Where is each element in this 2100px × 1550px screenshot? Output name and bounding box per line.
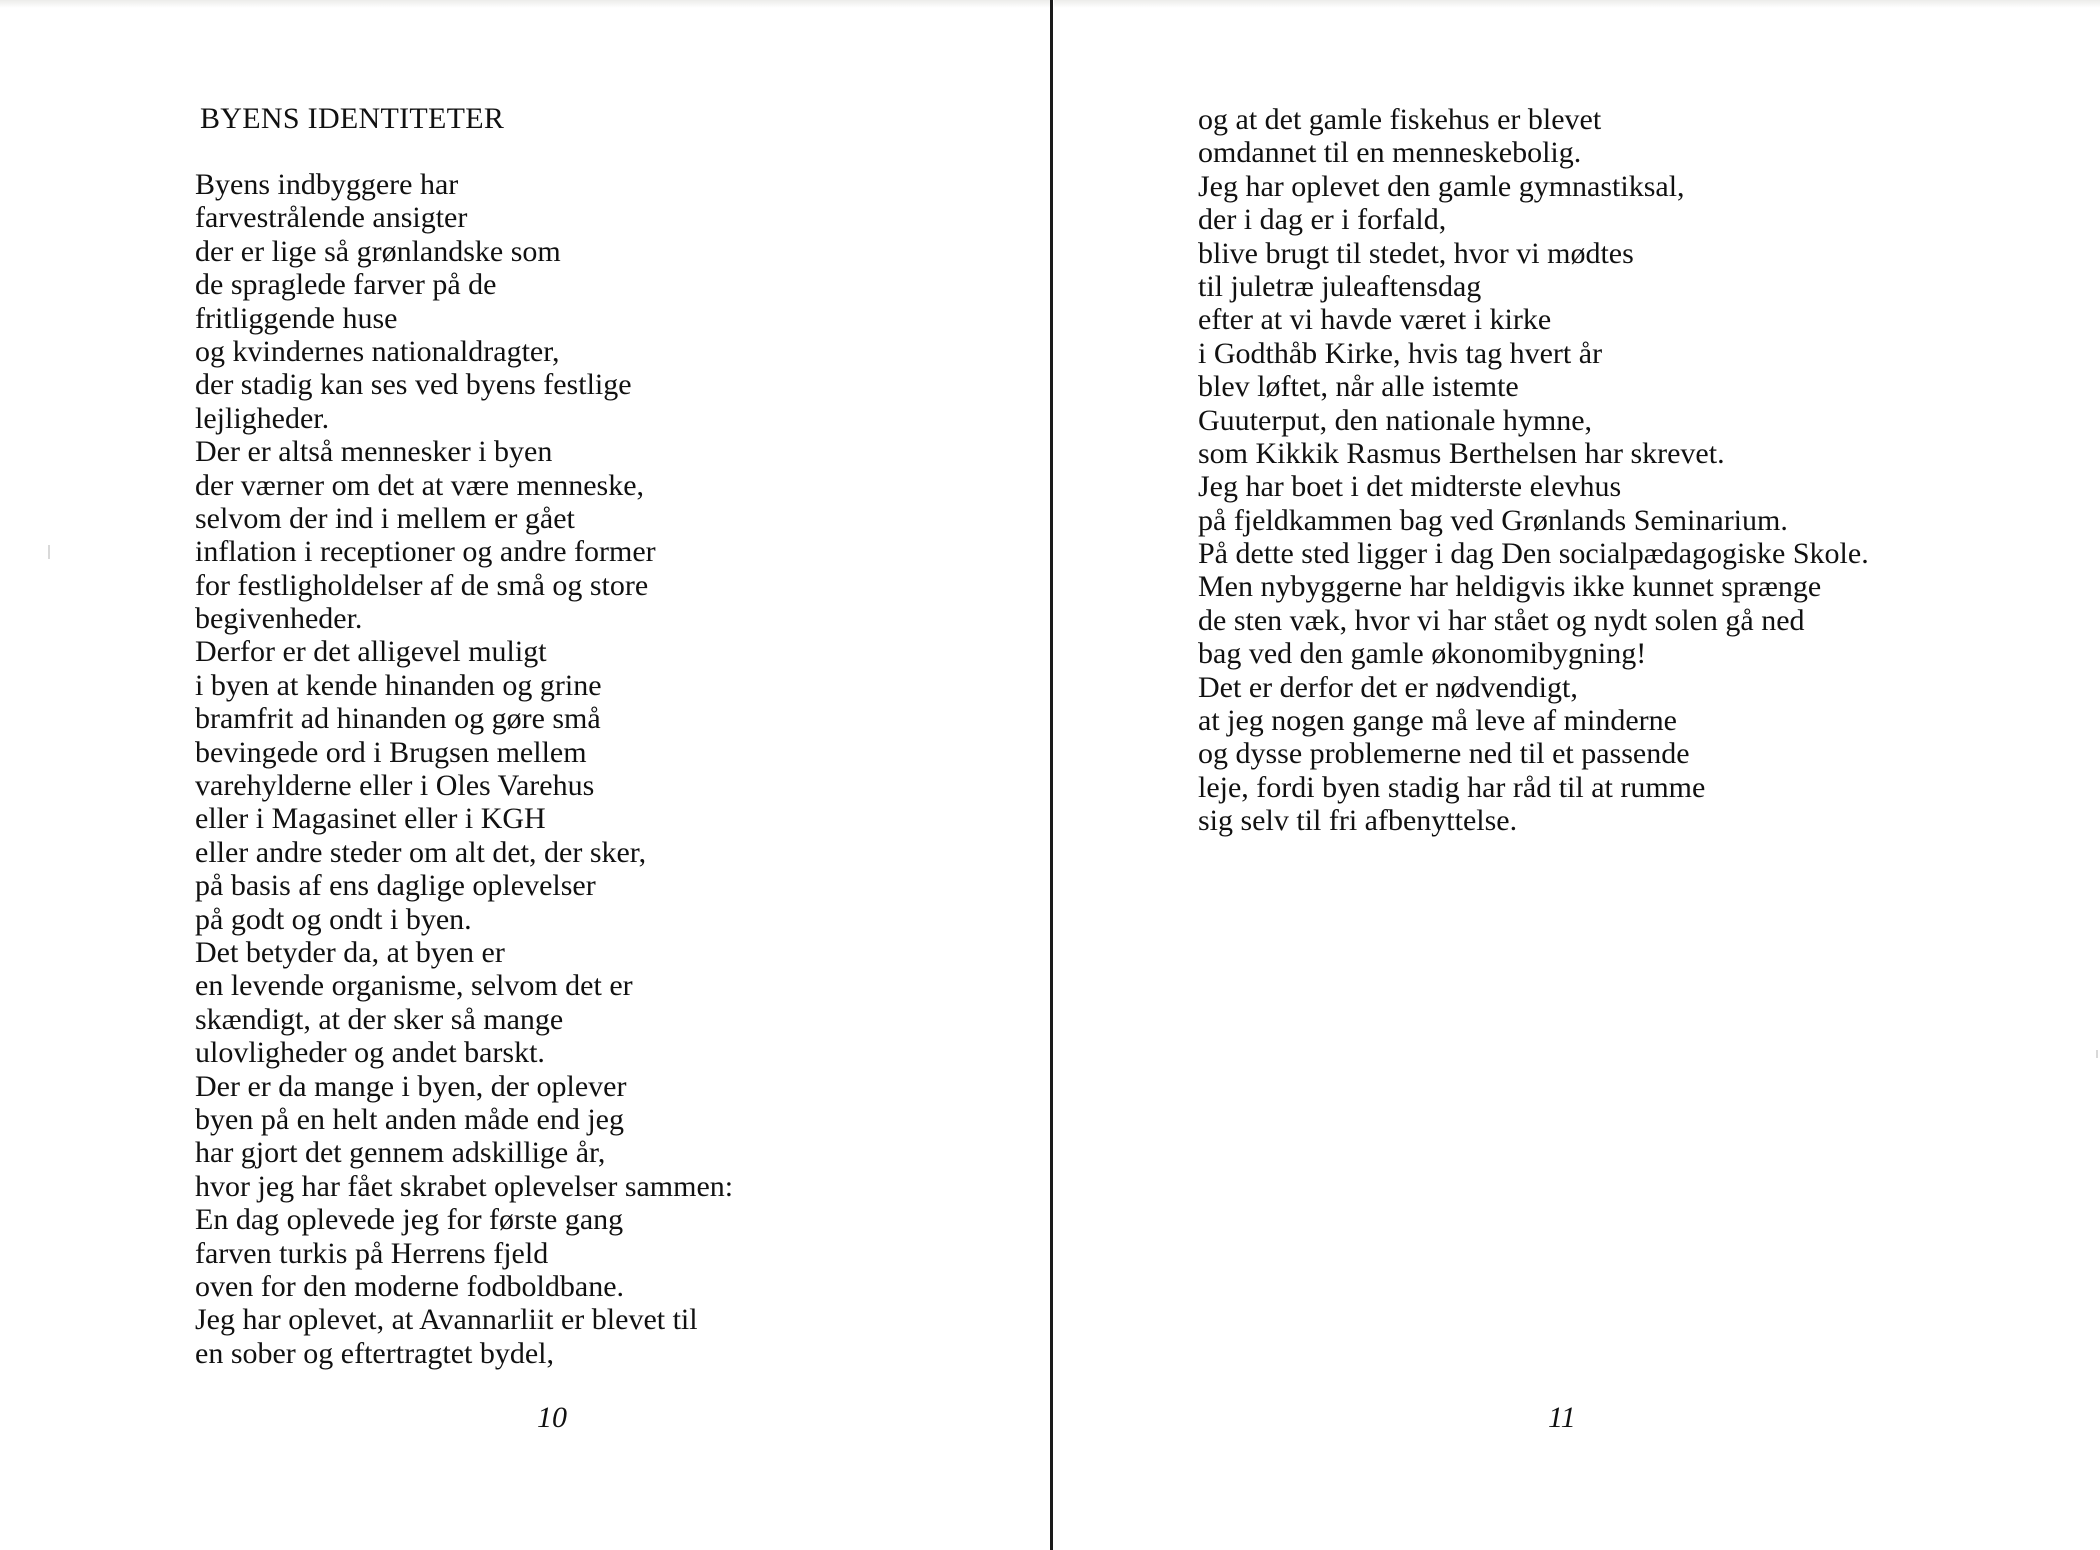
text-line: på fjeldkammen bag ved Grønlands Seminarium. bbox=[1198, 503, 1788, 537]
paper-fleck bbox=[2096, 1050, 2098, 1058]
text-line: På dette sted ligger i dag Den socialpædagogiske Skole. bbox=[1198, 537, 1869, 571]
text-line: ulovligheder og andet barskt. bbox=[195, 1036, 545, 1070]
text-line: lejligheder. bbox=[195, 401, 330, 435]
text-line: Guuterput, den nationale hymne, bbox=[1198, 403, 1593, 437]
text-line: Jeg har oplevet den gamle gymnastiksal, bbox=[1198, 169, 1685, 203]
text-line: varehylderne eller i Oles Varehus bbox=[195, 769, 595, 803]
page-number: 11 bbox=[1548, 1401, 1576, 1434]
text-line: sig selv til fri afbenyttelse. bbox=[1198, 804, 1518, 838]
text-line: skændigt, at der sker så mange bbox=[195, 1002, 564, 1036]
text-line: byen på en helt anden måde end jeg bbox=[195, 1102, 624, 1136]
text-line: der i dag er i forfald, bbox=[1198, 203, 1447, 237]
text-line: der er lige så grønlandske som bbox=[195, 234, 561, 268]
text-line: de spraglede farver på de bbox=[195, 268, 497, 302]
text-line: eller i Magasinet eller i KGH bbox=[195, 802, 546, 836]
text-line: og at det gamle fiskehus er blevet bbox=[1198, 103, 1602, 136]
text-line: bramfrit ad hinanden og gøre små bbox=[195, 702, 601, 736]
left-page-text bbox=[195, 168, 733, 1370]
page-title: BYENS IDENTITETER bbox=[200, 102, 505, 135]
text-line: fritliggende huse bbox=[195, 301, 398, 335]
text-line: til juletræ juleaftensdag bbox=[1198, 269, 1482, 303]
text-line: omdannet til en menneskebolig. bbox=[1198, 136, 1582, 170]
text-line: selvom der ind i mellem er gået bbox=[195, 501, 575, 535]
text-line: bevingede ord i Brugsen mellem bbox=[195, 735, 587, 769]
text-line: leje, fordi byen stadig har råd til at rumme bbox=[1198, 770, 1706, 804]
text-line: blive brugt til stedet, hvor vi mødtes bbox=[1198, 236, 1634, 270]
text-line: Jeg har boet i det midterste elevhus bbox=[1198, 470, 1622, 504]
text-line: og kvindernes nationaldragter, bbox=[195, 334, 560, 368]
text-line: på basis af ens daglige oplevelser bbox=[195, 869, 596, 903]
text-line: der stadig kan ses ved byens festlige bbox=[195, 368, 632, 402]
text-line: i Godthåb Kirke, hvis tag hvert år bbox=[1198, 336, 1603, 370]
text-line: som Kikkik Rasmus Berthelsen har skrevet. bbox=[1198, 436, 1725, 470]
text-line: inflation i receptioner og andre former bbox=[195, 535, 656, 569]
text-line: begivenheder. bbox=[195, 602, 363, 636]
text-line: oven for den moderne fodboldbane. bbox=[195, 1269, 625, 1303]
page-edge-shadow bbox=[0, 0, 1050, 8]
text-line: en sober og eftertragtet bydel, bbox=[195, 1336, 555, 1370]
text-line: farvestrålende ansigter bbox=[195, 201, 468, 235]
text-line: Det er derfor det er nødvendigt, bbox=[1198, 670, 1578, 704]
text-line: i byen at kende hinanden og grine bbox=[195, 668, 602, 702]
text-line: en levende organisme, selvom det er bbox=[195, 969, 633, 1003]
text-line: de sten væk, hvor vi har stået og nydt solen gå ned bbox=[1198, 603, 1805, 637]
text-line: Det betyder da, at byen er bbox=[195, 935, 505, 969]
paper-fleck bbox=[48, 545, 50, 559]
text-line: der værner om det at være menneske, bbox=[195, 468, 645, 502]
text-line: Der er altså mennesker i byen bbox=[195, 435, 553, 469]
text-line: En dag oplevede jeg for første gang bbox=[195, 1203, 624, 1237]
text-line: Jeg har oplevet, at Avannarliit er blevet til bbox=[195, 1303, 698, 1337]
text-line: hvor jeg har fået skrabet oplevelser sammen: bbox=[195, 1169, 734, 1203]
text-line: bag ved den gamle økonomibygning! bbox=[1198, 637, 1647, 671]
text-line: for festligholdelser af de små og store bbox=[195, 568, 649, 602]
text-line: Men nybyggerne har heldigvis ikke kunnet sprænge bbox=[1198, 570, 1822, 604]
text-line: Byens indbyggere har bbox=[195, 168, 459, 201]
text-line: efter at vi havde været i kirke bbox=[1198, 303, 1552, 337]
text-line: og dysse problemerne ned til et passende bbox=[1198, 737, 1690, 771]
gutter-line bbox=[1050, 0, 1053, 1550]
right-page-text bbox=[1198, 103, 1869, 838]
text-line: Der er da mange i byen, der oplever bbox=[195, 1069, 627, 1103]
text-line: Derfor er det alligevel muligt bbox=[195, 635, 547, 669]
text-line: eller andre steder om alt det, der sker, bbox=[195, 835, 647, 869]
page-edge-shadow bbox=[1054, 0, 2100, 8]
text-line: blev løftet, når alle istemte bbox=[1198, 370, 1519, 404]
text-line: at jeg nogen gange må leve af minderne bbox=[1198, 704, 1677, 738]
text-line: farven turkis på Herrens fjeld bbox=[195, 1236, 549, 1270]
page-number: 10 bbox=[537, 1401, 567, 1434]
text-line: på godt og ondt i byen. bbox=[195, 902, 472, 936]
text-line: har gjort det gennem adskillige år, bbox=[195, 1136, 606, 1170]
